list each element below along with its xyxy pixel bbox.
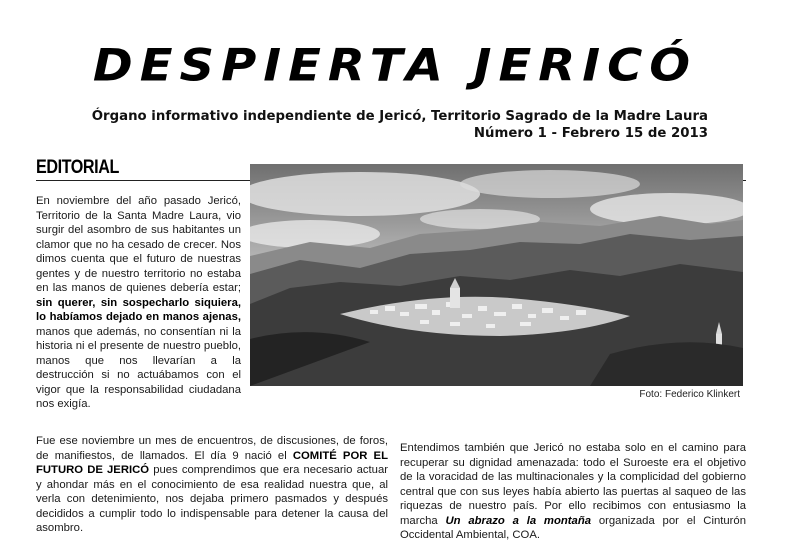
town-landscape-photo	[250, 164, 743, 386]
issue-number-date: Número 1 - Febrero 15 de 2013	[473, 126, 708, 141]
photo-caption: Foto: Federico Klinkert	[639, 389, 740, 400]
publication-description: Órgano informativo independiente de Jericó, Territorio Sagrado de la Madre Laura	[91, 109, 708, 124]
paragraph-1-text: En noviembre del año pasado Jericó, Territorio de la Santa Madre Laura, vio surgir del asombro de sus habitantes un clamor que no ha cesado de crecer. Nos dimos cuenta que el futuro de nuestras gentes y de nuestro territorio no estaba en las manos de quienes debería estar;	[36, 195, 241, 294]
article-column-middle	[36, 434, 388, 536]
article-column-left	[36, 194, 241, 412]
paragraph-3-text-end: organizada por el Cinturón Occidental Ambiental, COA.	[400, 514, 746, 541]
masthead-subtitle	[92, 108, 708, 142]
paragraph-2-bold: COMITÉ POR EL FUTURO DE JERICÓ	[36, 449, 388, 476]
section-heading: EDITORIAL	[36, 157, 119, 178]
newspaper-title: DESPIERTA JERICÓ	[92, 40, 698, 92]
paragraph-1-text-end: manos que además, no consentían ni la historia ni el presente de nuestro pueblo, manos que nos llevarían a la destrucción si no actuábamos con el vigor que la responsabilidad ciudadana nos exigía.	[36, 325, 241, 410]
article-column-right	[400, 441, 746, 543]
paragraph-2-text-end: pues comprendimos que era necesario actuar y ahondar más en el conocimiento de esa realidad nuestra que, al verla con detenimiento, nos dejaba primero pasmados y después decididos a cumplir todo lo indispensable para detener la causa del asombro.	[36, 464, 388, 534]
paragraph-3-text: Entendimos también que Jericó no estaba solo en el camino para recuperar su dignidad amenazada: todo el Suroeste era el objetivo de la voracidad de las multinacionales y la complicidad del gobierno central que con sus leyes había abierto las puertas al saqueo de las riquezas de nuestro país. Por ello recibimos con entusiasmo la marcha	[400, 442, 746, 527]
paragraph-1-bold: sin querer, sin sospecharlo siquiera, lo habíamos dejado en manos ajenas,	[36, 296, 241, 323]
paragraph-2-text: Fue ese noviembre un mes de encuentros, de discusiones, de foros, de manifiestos, de llamados. El día 9 nació el	[36, 435, 388, 462]
paragraph-3-italic: Un abrazo a la montaña	[445, 514, 592, 527]
